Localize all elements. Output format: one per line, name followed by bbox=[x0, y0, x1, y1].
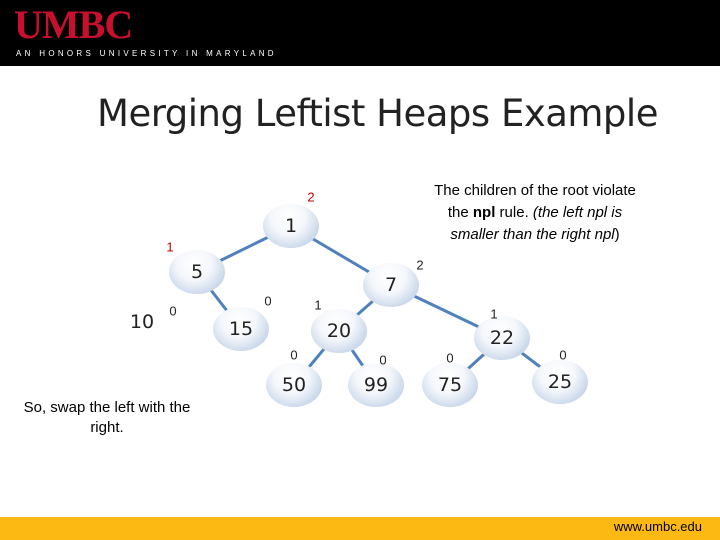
npl-label-50: 0 bbox=[290, 347, 298, 363]
npl-label-7: 2 bbox=[416, 257, 424, 273]
note-italic: (the left npl is smaller than the right npl bbox=[450, 204, 623, 243]
tree-node-75: 75 bbox=[422, 363, 478, 407]
logo-tagline: AN HONORS UNIVERSITY IN MARYLAND bbox=[16, 49, 277, 58]
npl-label-1: 2 bbox=[307, 189, 315, 205]
npl-label-20: 1 bbox=[314, 297, 322, 313]
tree-node-7: 7 bbox=[363, 263, 419, 307]
npl-label-99: 0 bbox=[379, 352, 387, 368]
footer-bar bbox=[0, 517, 720, 540]
note-text: The children of the root violate the bbox=[434, 182, 636, 221]
explanation-note bbox=[430, 180, 640, 246]
tree-node-25: 25 bbox=[532, 360, 588, 404]
tree-node-22: 22 bbox=[474, 316, 530, 360]
npl-label-75: 0 bbox=[446, 350, 454, 366]
npl-label-10: 0 bbox=[169, 303, 177, 319]
note-close: ) bbox=[614, 226, 620, 243]
npl-label-5: 1 bbox=[166, 239, 174, 255]
npl-label-22: 1 bbox=[490, 306, 498, 322]
conclusion-text: So, swap the left with the right. bbox=[23, 399, 191, 436]
tree-node-10: 10 bbox=[129, 311, 155, 333]
note-bold: npl bbox=[472, 204, 496, 221]
note-text-2: rule. bbox=[495, 204, 533, 221]
tree-node-1: 1 bbox=[263, 204, 319, 248]
npl-label-15: 0 bbox=[264, 293, 272, 309]
tree-node-99: 99 bbox=[348, 363, 404, 407]
tree-node-20: 20 bbox=[311, 309, 367, 353]
tree-node-15: 15 bbox=[213, 307, 269, 351]
tree-node-5: 5 bbox=[169, 250, 225, 294]
footer-url: www.umbc.edu bbox=[613, 519, 702, 534]
umbc-logo: UMBC bbox=[14, 2, 133, 47]
npl-label-25: 0 bbox=[559, 347, 567, 363]
tree-node-50: 50 bbox=[266, 363, 322, 407]
slide-title: Merging Leftist Heaps Example bbox=[97, 92, 658, 135]
